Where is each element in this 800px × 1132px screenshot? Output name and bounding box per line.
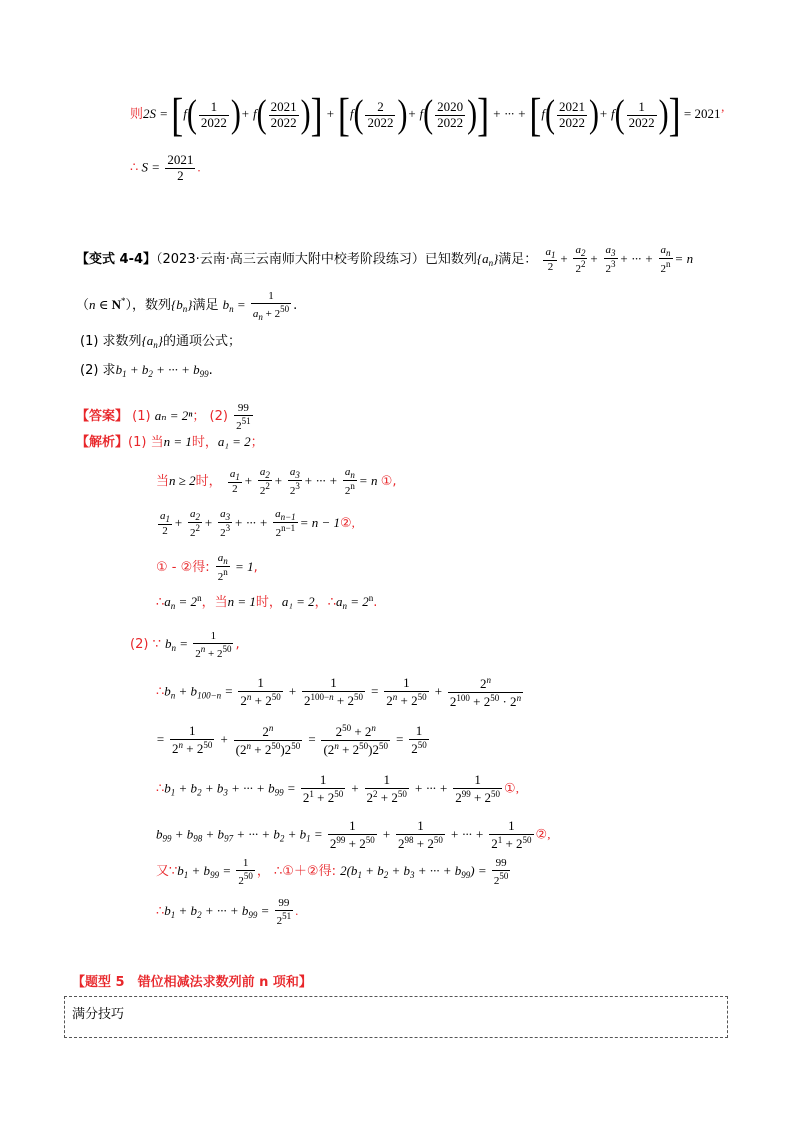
comma-mark: ’ (720, 105, 725, 121)
question-2: (2) 求$b_1 + b_2$ + ··· + $b_{99}$. (80, 362, 213, 379)
solution-reverse-sum: $b_{99} + b_{98} + b_{97}$ + ··· + $b_2 + b_1$ = $\frac{1}{2^{99} + 2^{50}}$ + $\frac{1}{2^{98} + 2^{50}}$ + ··· + $\frac{1}{2^1 + 2^{50}}$ ②, (156, 818, 551, 851)
s-result: ∴ S = $\frac{2021}{2}$ . (130, 152, 201, 183)
solution-final: $\therefore b_1 + b_2$ + ··· + $b_{99}$ = $\frac{99}{2^{51}}$ . (156, 897, 299, 927)
solution-bn-sum: $\therefore b_n + b_{100-n}$ = $\frac{1}{2^n + 2^{50}}$ + $\frac{1}{2^{100-n} + 2^{50}}$ = $\frac{1}{2^n + 2^{50}}$ + $\frac{2^n}{2^{100} + 2^{50} \cdot 2^n}$ (156, 675, 522, 709)
solution-part2-start: (2) ∵ $b_n$ = $\frac{1}{2^n + 2^{50}}$ , (130, 630, 240, 660)
variant-source: （2023·云南·高三云南师大附中校考阶段练习）已知数列 (156, 251, 477, 267)
eq-2021: = 2021 (683, 105, 721, 121)
solution-label: 【解析】 (76, 435, 129, 450)
sum-2s-equation: 则2S = [f( $\frac{1}{2022}$ )+ f( $\frac{2021}{2022}$ )] + [f( $\frac{2}{2022}$ )+ f( $\frac{2020}{2022}$ )] + ··· + [f( $\frac{2021}{2022}$ )+ f( $\frac{1}{2022}$ )] = 2021’ (130, 89, 725, 141)
therefore-symbol: ∴ (130, 159, 139, 175)
solution-bn-simplify: = $\frac{1}{2^n + 2^{50}}$ + $\frac{2^n}{(2^n + 2^{50})2^{50}}$ = $\frac{2^{50} + 2^n}{(2^n + 2^{50})2^{50}}$ = $\frac{1}{2^{50}}$ (156, 723, 427, 757)
solution-line-1: 【解析】(1) 当n = 1时，a₁ = 2； (76, 434, 264, 450)
solution-eq-1: 当n ≥ 2时， $\frac{a_1}{2}$ + $\frac{a_2}{2^2}$ + $\frac{a_3}{2^3}$ + ··· + $\frac{a_n}{2^n}$ = n ①, (156, 466, 397, 498)
variant-label: 【变式 4-4】 (76, 251, 157, 267)
solution-forward-sum: $\therefore b_1 + b_2 + b_3$ + ··· + $b_{99}$ = $\frac{1}{2^1 + 2^{50}}$ + $\frac{1}{2^2 + 2^{50}}$ + ··· + $\frac{1}{2^{99} + 2^{50}}$ ①, (156, 772, 519, 805)
question-1: (1) 求数列$\{a_n\}$的通项公式； (80, 333, 241, 350)
answer-line: 【答案】 (1) aₙ = 2ⁿ； (2) $\frac{99}{2^{51}}$ (76, 402, 251, 432)
solution-combine: 又$\because b_1 + b_{99}$ = $\frac{1}{2^{50}}$ ， ∴①＋②得: $2(b_1 + b_2 + b_3$ + ··· + $b_{99}$) = $\frac{99}{2^{50}}$ (156, 857, 509, 887)
two-s-label: 2S = (143, 105, 169, 121)
solution-eq-2: $\frac{a_1}{2}$ + $\frac{a_2}{2^2}$ + $\frac{a_3}{2^3}$ + ··· + $\frac{a_{n-1}}{2^{n-1}}$ = n − 1②, (160, 508, 355, 540)
variant-title-line: 【变式 4-4】（2023·云南·高三云南师大附中校考阶段练习）已知数列$\{a_n\}$满足： $\frac{a_1}{2}$ + $\frac{a_2}{2^2}$ + $\frac{a_3}{2^3}$ + ··· + $\frac{a_n}{2^n}$ = n (76, 244, 694, 276)
solution-an-result: $\therefore a_n = 2^n$，当n = 1时，a₁ = 2，$\therefore a_n = 2^n$. (156, 593, 378, 611)
variant-condition-line: （n ∈ N*），数列$\{b_n\}$满足 $b_n$ = $\frac{1}{a_n + 2^{50}}$ . (76, 290, 298, 322)
answer-label: 【答案】 (76, 409, 129, 425)
tips-box (64, 996, 728, 1038)
then-label: 则 (130, 106, 144, 122)
answer-p1-value: aₙ = 2ⁿ (154, 408, 193, 424)
solution-subtract: ① - ②得: $\frac{a_n}{2^n}$ = 1, (156, 552, 258, 584)
tips-box-label: 满分技巧 (72, 1007, 125, 1022)
section-title: 【题型 5 错位相减法求数列前 n 项和】 (72, 975, 312, 990)
